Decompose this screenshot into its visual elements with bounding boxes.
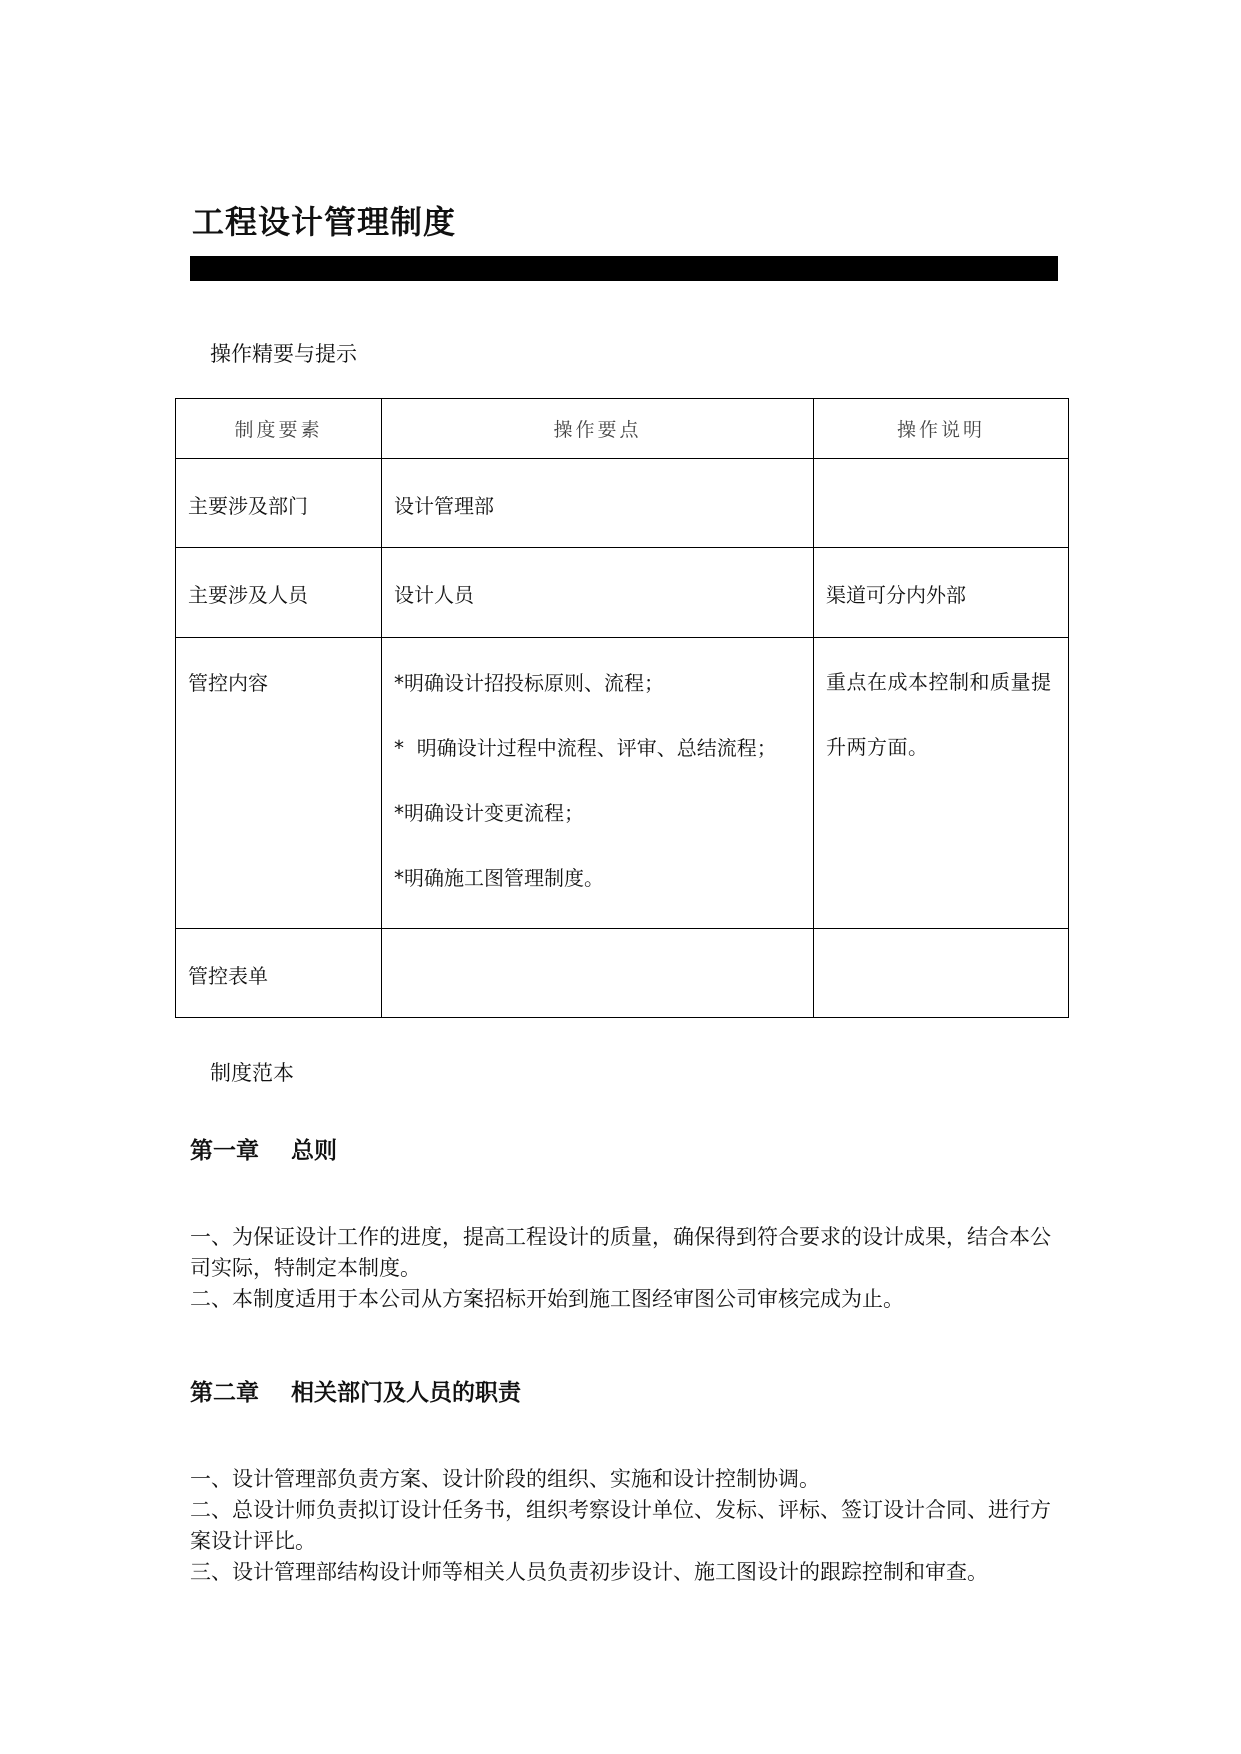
cell-element: 管控内容 (176, 638, 382, 929)
table-row (176, 929, 1069, 1018)
paragraph: 一、为保证设计工作的进度，提高工程设计的质量，确保得到符合要求的设计成果，结合本公司实际，特制定本制度。 (190, 1225, 1051, 1280)
table-row (176, 638, 1069, 929)
chapter-body (190, 1222, 1060, 1315)
table-row (176, 548, 1069, 638)
point-item: *明确施工图管理制度。 (394, 866, 604, 890)
point-item: *明确设计招投标原则、流程； (394, 671, 664, 695)
document-title: 工程设计管理制度 (192, 203, 457, 241)
chapter-heading: 第二章 相关部门及人员的职责 (190, 1379, 522, 1406)
section-label-tips: 操作精要与提示 (210, 342, 357, 366)
cell-points (382, 638, 814, 929)
chapter-heading: 第一章 总则 (190, 1137, 338, 1164)
table-row (176, 459, 1069, 548)
point-item: *明确设计变更流程； (394, 801, 584, 825)
cell-notes: 渠道可分内外部 (814, 548, 1069, 638)
cell-points: 设计人员 (382, 548, 814, 638)
cell-notes (814, 459, 1069, 548)
cell-notes (814, 638, 1069, 929)
section-label-template: 制度范本 (210, 1061, 294, 1085)
header-notes: 操作说明 (814, 399, 1069, 459)
cell-points: 设计管理部 (382, 459, 814, 548)
paragraph: 三、设计管理部结构设计师等相关人员负责初步设计、施工图设计的跟踪控制和审查。 (190, 1560, 988, 1584)
cell-element: 主要涉及部门 (176, 459, 382, 548)
title-divider-bar (190, 256, 1058, 281)
operations-table (175, 398, 1069, 1018)
cell-points (382, 929, 814, 1018)
cell-element: 管控表单 (176, 929, 382, 1018)
paragraph: 二、本制度适用于本公司从方案招标开始到施工图经审图公司审核完成为止。 (190, 1287, 904, 1311)
paragraph: 一、设计管理部负责方案、设计阶段的组织、实施和设计控制协调。 (190, 1467, 820, 1491)
note-text: 重点在成本控制和质量提升两方面。 (826, 670, 1052, 759)
header-element: 制度要素 (176, 399, 382, 459)
paragraph: 二、总设计师负责拟订设计任务书，组织考察设计单位、发标、评标、签订设计合同、进行方案设计评比。 (190, 1498, 1051, 1553)
cell-element: 主要涉及人员 (176, 548, 382, 638)
header-points: 操作要点 (382, 399, 814, 459)
table-header-row (176, 399, 1069, 459)
chapter-body (190, 1464, 1060, 1588)
point-item: * 明确设计过程中流程、评审、总结流程； (394, 736, 777, 760)
cell-notes (814, 929, 1069, 1018)
